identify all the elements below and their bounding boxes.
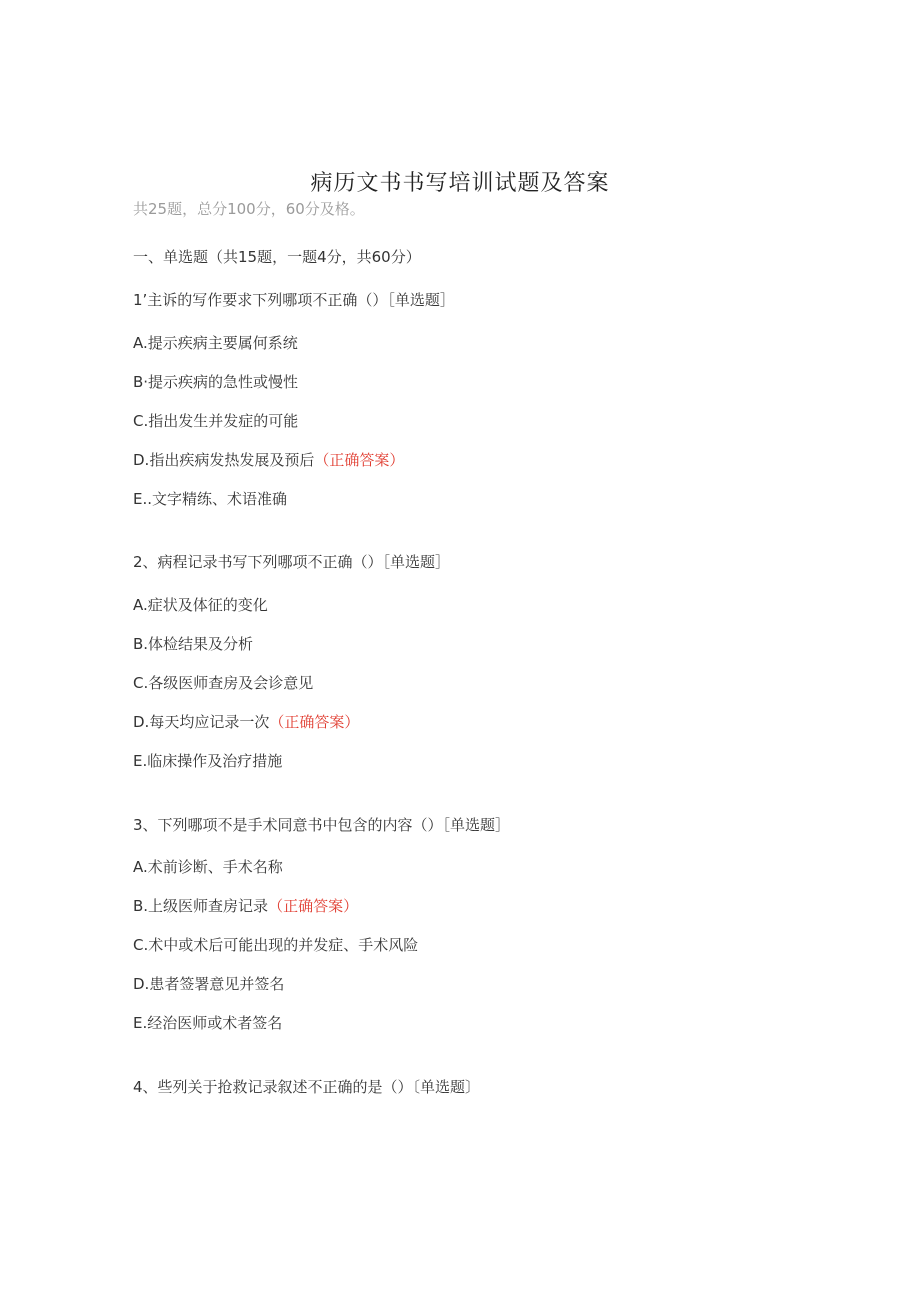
option-text: D.指出疾病发热发展及预后 <box>133 451 315 469</box>
option-item: C.指出发生并发症的可能 <box>133 412 299 430</box>
correct-answer-marker: （正确答案） <box>269 713 360 731</box>
question-stem: 2、病程记录书写下列哪项不正确（）［单选题］ <box>133 553 451 571</box>
correct-answer-marker: （正确答案） <box>268 897 359 915</box>
option-item-correct <box>133 711 359 732</box>
section-heading: 一、单选题（共15题，一题4分，共60分） <box>133 248 421 266</box>
option-item: B·提示疾病的急性或慢性 <box>133 373 299 391</box>
option-item: B.体检结果及分析 <box>133 635 254 653</box>
option-item: C.术中或术后可能出现的并发症、手术风险 <box>133 936 419 954</box>
option-item: E.经治医师或术者签名 <box>133 1014 283 1032</box>
option-item: A.症状及体征的变化 <box>133 596 268 614</box>
question-stem: 3、下列哪项不是手术同意书中包含的内容（）［单选题］ <box>133 816 511 834</box>
exam-summary: 共25题，总分100分，60分及格。 <box>133 200 365 218</box>
question-stem: 1’主诉的写作要求下列哪项不正确（）［单选题］ <box>133 291 455 309</box>
option-item: E.临床操作及治疗措施 <box>133 752 283 770</box>
option-item: A.提示疾病主要属何系统 <box>133 334 298 352</box>
option-item-correct <box>133 449 404 470</box>
option-text: B.上级医师查房记录 <box>133 897 269 915</box>
document-title: 病历文书书写培训试题及答案 <box>310 171 610 196</box>
correct-answer-marker: （正确答案） <box>314 451 405 469</box>
option-item: D.患者签署意见并签名 <box>133 975 285 993</box>
option-item: C.各级医师查房及会诊意见 <box>133 674 314 692</box>
option-item: A.术前诊断、手术名称 <box>133 858 283 876</box>
option-item: E..文字精练、术语准确 <box>133 490 288 508</box>
option-item-correct <box>133 895 358 916</box>
option-text: D.每天均应记录一次 <box>133 713 270 731</box>
question-stem: 4、些列关于抢救记录叙述不正确的是（）〔单选题〕 <box>133 1078 481 1096</box>
